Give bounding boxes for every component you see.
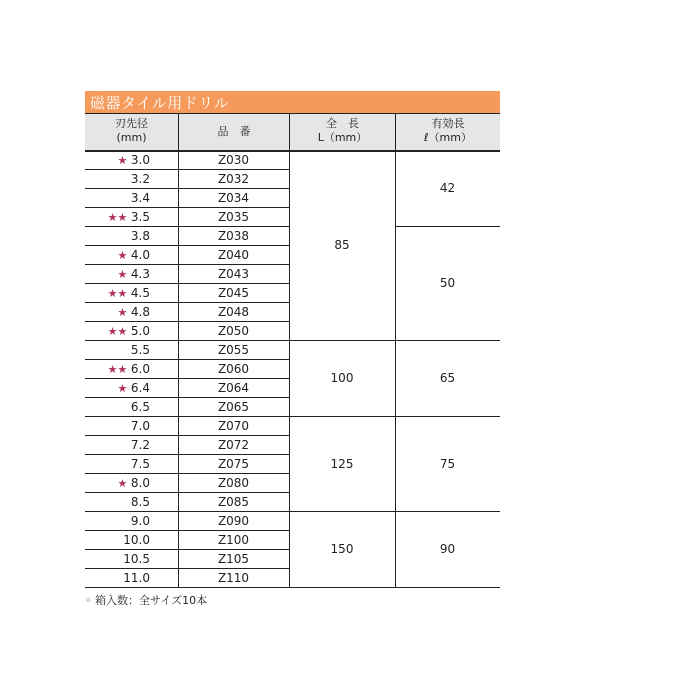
diameter-cell xyxy=(85,341,150,360)
product-code-cell: Z080 xyxy=(217,476,250,490)
diameter-cell xyxy=(85,227,150,246)
column-divider xyxy=(289,113,290,588)
diameter-cell xyxy=(85,531,150,550)
product-code-cell: Z055 xyxy=(217,343,250,357)
diameter-cell xyxy=(85,170,150,189)
footnote: ◦ 箱入数：全サイズ10本 xyxy=(85,594,208,607)
total-length-cell: 150 xyxy=(330,542,354,556)
diameter-cell xyxy=(85,246,150,265)
diameter-cell xyxy=(85,265,150,284)
product-code-cell: Z034 xyxy=(217,191,250,205)
table-title: 磁器タイル用ドリル xyxy=(90,94,230,112)
recommended-star-icon: ★★ xyxy=(107,363,131,376)
diameter-value: 3.2 xyxy=(130,172,150,186)
diameter-cell xyxy=(85,436,150,455)
diameter-value: 4.3 xyxy=(130,267,150,281)
recommended-star-icon: ★ xyxy=(117,249,131,262)
total-length-group-divider xyxy=(289,511,395,512)
diameter-cell xyxy=(85,208,150,227)
product-code-cell: Z038 xyxy=(217,229,250,243)
recommended-star-icon: ★ xyxy=(117,382,131,395)
diameter-value: 5.5 xyxy=(130,343,150,357)
diameter-value: 5.0 xyxy=(130,324,150,338)
recommended-star-icon: ★★ xyxy=(107,287,131,300)
effective-length-group-divider xyxy=(395,416,500,417)
product-code-cell: Z035 xyxy=(217,210,250,224)
total-length-cell: 85 xyxy=(334,238,350,252)
diameter-value: 7.5 xyxy=(130,457,150,471)
diameter-cell xyxy=(85,379,150,398)
product-code-cell: Z065 xyxy=(217,400,250,414)
diameter-cell xyxy=(85,322,150,341)
header-total-length-unit: L（mm） xyxy=(317,131,368,144)
header-effective-length-unit: ℓ（mm） xyxy=(424,131,472,144)
total-length-group-divider xyxy=(289,587,395,588)
header-effective-length-label: 有効長 xyxy=(431,117,465,130)
recommended-star-icon: ★ xyxy=(117,306,131,319)
diameter-cell xyxy=(85,284,150,303)
header-effective-length xyxy=(396,117,500,145)
header-diameter-unit: (mm) xyxy=(116,131,147,144)
total-length-group-divider xyxy=(289,340,395,341)
product-code-cell: Z085 xyxy=(217,495,250,509)
product-code-cell: Z043 xyxy=(217,267,250,281)
total-length-group-divider xyxy=(289,416,395,417)
diameter-value: 3.5 xyxy=(130,210,150,224)
diameter-cell xyxy=(85,189,150,208)
diameter-value: 4.0 xyxy=(130,248,150,262)
diameter-value: 6.0 xyxy=(130,362,150,376)
product-code-cell: Z110 xyxy=(217,571,250,585)
header-diameter xyxy=(85,117,178,145)
diameter-value: 3.8 xyxy=(130,229,150,243)
diameter-value: 4.8 xyxy=(130,305,150,319)
effective-length-cell: 50 xyxy=(439,276,456,290)
diameter-cell xyxy=(85,303,150,322)
diameter-value: 10.0 xyxy=(123,533,150,547)
table-top-border xyxy=(85,113,500,114)
diameter-cell xyxy=(85,512,150,531)
diameter-value: 4.5 xyxy=(130,286,150,300)
diameter-cell xyxy=(85,493,150,512)
diameter-value: 9.0 xyxy=(130,514,150,528)
diameter-value: 6.4 xyxy=(130,381,150,395)
diameter-value: 6.5 xyxy=(130,400,150,414)
header-diameter-label: 刃先径 xyxy=(115,117,148,130)
effective-length-cell: 75 xyxy=(439,456,456,471)
diameter-cell xyxy=(85,550,150,569)
product-code-cell: Z070 xyxy=(217,419,250,433)
recommended-star-icon: ★★ xyxy=(107,325,131,338)
product-code-cell: Z032 xyxy=(217,172,250,186)
total-length-cell: 125 xyxy=(330,456,354,471)
diameter-cell xyxy=(85,417,150,436)
product-code-cell: Z090 xyxy=(217,514,250,528)
header-total-length-label: 全 長 xyxy=(326,117,359,130)
effective-length-cell: 90 xyxy=(439,542,456,556)
header-total-length xyxy=(290,117,395,145)
product-code-cell: Z030 xyxy=(217,153,250,167)
total-length-cell: 100 xyxy=(330,371,354,385)
header-product: 品 番 xyxy=(217,125,251,138)
diameter-value: 8.5 xyxy=(130,495,150,509)
diameter-cell xyxy=(85,474,150,493)
diameter-cell xyxy=(85,569,150,588)
effective-length-cell: 65 xyxy=(439,371,456,385)
product-code-cell: Z075 xyxy=(217,457,250,471)
recommended-star-icon: ★ xyxy=(117,154,131,167)
diameter-cell xyxy=(85,455,150,474)
effective-length-group-divider xyxy=(395,587,500,588)
diameter-value: 10.5 xyxy=(123,552,150,566)
effective-length-group-divider xyxy=(395,511,500,512)
diameter-value: 3.4 xyxy=(130,191,150,205)
product-code-cell: Z040 xyxy=(217,248,250,262)
diameter-value: 11.0 xyxy=(123,571,150,585)
product-code-cell: Z072 xyxy=(217,438,250,452)
diameter-cell xyxy=(85,151,150,170)
product-code-cell: Z045 xyxy=(217,286,250,300)
product-code-cell: Z100 xyxy=(217,533,250,547)
product-code-cell: Z048 xyxy=(217,305,250,319)
recommended-star-icon: ★★ xyxy=(107,211,131,224)
diameter-value: 3.0 xyxy=(130,153,150,167)
diameter-value: 7.0 xyxy=(130,419,150,433)
product-code-cell: Z105 xyxy=(217,552,250,566)
product-code-cell: Z064 xyxy=(217,381,250,395)
product-code-cell: Z050 xyxy=(217,324,250,338)
diameter-cell xyxy=(85,360,150,379)
diameter-value: 8.0 xyxy=(130,476,150,490)
diameter-cell xyxy=(85,398,150,417)
effective-length-cell: 42 xyxy=(439,181,456,195)
recommended-star-icon: ★ xyxy=(117,268,131,281)
effective-length-group-divider xyxy=(395,340,500,341)
recommended-star-icon: ★ xyxy=(117,477,131,490)
effective-length-group-divider xyxy=(395,226,500,227)
product-code-cell: Z060 xyxy=(217,362,250,376)
diameter-value: 7.2 xyxy=(130,438,150,452)
